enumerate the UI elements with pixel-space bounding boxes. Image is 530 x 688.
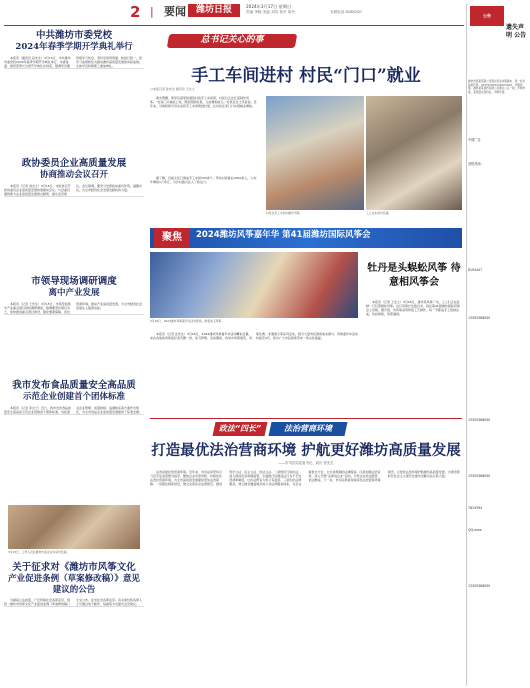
left-article-text: 本报讯（记者 刘女士）3月15日，市政协召开政协委员企业高质量发展协商推动会议。与会委员围绕助力企业高质量发展建言献策，提出意见建议。会议强调，要充分发挥政协委员作用，凝聚共识，为全市经济社会发展贡献政协力量。 bbox=[4, 183, 143, 196]
main-article-text: 春光明媚，寒亭区高里街道某村的手工车间里，村民们正在忙着制作风筝。“在家门口就能上班，既能照顾家里，又能增加收入。”村民张女士笑着说。近年来，当地积极引导企业将手工车间建到村里，让村民在家门口实现就业增收。 bbox=[150, 96, 257, 109]
left-article-text: 本报讯（通讯员 孙先生）3月15日，中共潍坊市委党校2024年春季学期开学典礼举行。市委常委、组织部部长出席开学典礼并讲话，强调学员要珍惜学习机会，坚持学思用贯通、知信行统一，把学习成果转化为推动潍坊高质量发展的实际成效。全体学员和教职工参加典礼。 bbox=[4, 55, 143, 68]
left-article-subhead: 离中产业发展 bbox=[48, 287, 100, 298]
ad-row: QQ:xxxx bbox=[468, 528, 482, 532]
left-photo bbox=[8, 505, 140, 549]
festival-article-text: 本报讯（记者 张先生）3月16日，2024潍坊风筝嘉年华活动精彩启幕，来自各地的风筝爱好者齐聚一堂，放飞梦想。活动期间，将举办风筝展览、风筝比赛、非遗展示等系列活动，吸引大量市民游客前来参与。风筝嘉年华活动持续至4月，将为广大市民游客带来一场文化盛宴。 bbox=[150, 332, 359, 341]
left-article-subhead: 协商推动会议召开 bbox=[39, 169, 108, 180]
kite-article-text: 本报讯（记者 王女士）3月16日，潍坊某风筝厂内，工人们正在赶制一只巨型蜈蚣风筝。这只风筝长达数百米，将在第41届潍坊国际风筝会上亮相。据介绍，该风筝采用传统工艺制作，每一节都由手工绘制完成，色彩鲜艳，造型逼真。 bbox=[366, 300, 460, 317]
left-article-subhead: 产业促进条例（草案修改稿）》意见建议的公告 bbox=[8, 573, 140, 595]
left-article-text: 本报讯（记者 王先生）3月15日，市领导到离中产业重点项目现场调研调度，强调要坚持项目为王，加快推进重点项目建设，强化要素保障，优化营商环境，推动产业高质量发展，为全市经济社会发展注入强劲动能。 bbox=[4, 301, 143, 314]
left-photo-caption: 3月15日，工作人员在潍坊市某企业车间内忙碌。 bbox=[8, 550, 70, 554]
festival-photo-caption: 3月16日，2024潍坊风筝嘉年华活动现场，游客放飞风筝。 bbox=[150, 319, 224, 323]
bottom-banner-left-text: 政法“四长” bbox=[218, 424, 262, 433]
festival-mark: 聚焦 bbox=[154, 228, 190, 248]
main-headline: 手工车间进村 村民“门口”就业 bbox=[191, 66, 421, 86]
ad-logo: 公告 bbox=[470, 6, 504, 26]
left-article-headline: 中共潍坊市委党校 bbox=[35, 30, 112, 41]
issue-weekday: 星期日 bbox=[278, 4, 292, 9]
bottom-headline: 打造最优法治营商环境 护航更好潍坊高质量发展 bbox=[151, 442, 461, 459]
bottom-byline: ——市司法局党委书记、局长 张先生 bbox=[278, 461, 334, 465]
ad-row: 13305368050 bbox=[468, 584, 491, 588]
ad-row: 8194447 bbox=[468, 268, 483, 272]
left-article-headline: 关于征求对《潍坊市风筝文化 bbox=[12, 562, 136, 573]
banner-red-text: 总书记关心的事 bbox=[200, 35, 264, 45]
main-photo-1 bbox=[266, 96, 364, 210]
left-article-text: 为提高立法质量，广泛听取社会各界意见，现将《潍坊市风筝文化产业促进条例（草案修改稿）》全文公布，征求社会各界意见。有关单位和各界人士可通过电子邮件、信函等方式提出意见建议。 bbox=[4, 598, 143, 607]
left-article bbox=[4, 158, 144, 197]
ad-row: 7819394 bbox=[468, 506, 483, 510]
main-photo-2 bbox=[366, 96, 462, 210]
left-article bbox=[4, 276, 144, 315]
left-article-subhead: 示范企业创建首个团体标准 bbox=[22, 391, 125, 402]
left-article-subhead: 2024年春季学期开学典礼举行 bbox=[15, 41, 133, 52]
left-article-text: 本报讯（记者 李女士）近日，我市发布食品质量安全高品质示范企业创建首个团体标准。该标准对企业管理、质量控制、追溯体系等方面作出规范，为全市食品企业高质量发展提供了标准支撑。 bbox=[4, 405, 143, 414]
ad-row: 13305368050 bbox=[468, 474, 491, 478]
edition-line: 责编 李晓 美编 刘英 校对 周丹 bbox=[246, 10, 295, 14]
left-article-headline: 我市发布食品质量安全高品质 bbox=[12, 380, 136, 391]
left-article bbox=[4, 562, 144, 607]
left-article bbox=[4, 30, 144, 69]
ad-row: 中国广告 bbox=[468, 138, 481, 142]
issue-date bbox=[246, 4, 316, 9]
main-photo-2-caption: 工人在车间内忙碌。 bbox=[366, 211, 392, 215]
newspaper-logo: 潍坊日报 bbox=[188, 4, 240, 17]
bottom-banner-right-text: 法治营商环境 bbox=[284, 424, 332, 433]
ad-body: 潍坊市某某有限公司遗失营业执照副本，统一社会信用代码：913707XXXXXXXXXXXX，声明作废。潍坊某某商贸有限公司遗失公章一枚，声明作废。某某遗失身份证，声明作废。 bbox=[468, 80, 526, 94]
bottom-article-text: 法治是最好的营商环境。近年来，市司法局坚持以习近平法治思想为指导，聚焦企业所需所盼，持续优化法治化营商环境，为全市高质量发展提供坚实法治保障。一是强化制度供给，健全完善涉企法规规章，推进科学立法、民主立法、依法立法。二是规范行政执法，深入推进包容审慎监管，全面推行轻微违法行为不予处罚清单制度，让执法既有力度又有温度。三是优化法律服务，建立健全覆盖城乡的公共法律服务体系，为企业提供全方位、全生命周期的法律服务。四是加强法治宣传，深入开展“法律进企业”活动，引导企业依法经营、依法维权。下一步，市司法局将持续深化法治营商环境建设，以更优法治环境护航潍坊高质量发展，为建设新时代社会主义现代化强市贡献司法行政力量。 bbox=[150, 470, 460, 487]
masthead-separator: | bbox=[150, 5, 154, 18]
main-article-text-2: 据了解，目前全区已建成手工车间100余个，带动村民就业3000余人，人均年增收1万余元，为乡村振兴注入了新活力。 bbox=[150, 176, 257, 185]
festival-text: 2024潍坊风筝嘉年华 第41届潍坊国际风筝会 bbox=[196, 230, 371, 240]
issue-date-text: 2024年3月17日 bbox=[246, 4, 278, 9]
left-article-headline: 市领导现场调研调度 bbox=[31, 276, 117, 287]
bottom-rule bbox=[150, 418, 462, 419]
ad-row: 登报热线： bbox=[468, 162, 484, 166]
left-article bbox=[4, 380, 144, 415]
editor-line: 本版电话 8288200 bbox=[330, 10, 362, 14]
left-article-headline: 政协委员企业高质量发展 bbox=[21, 158, 127, 169]
section-name: 要闻 bbox=[164, 5, 186, 18]
ad-row: 13305368050 bbox=[468, 418, 491, 422]
ad-title: 遗失声明 公告 bbox=[506, 24, 527, 39]
festival-photo bbox=[150, 252, 358, 318]
page-number: 2 bbox=[130, 3, 141, 21]
main-byline: □本报记者 孙先生 通讯员 王女士 bbox=[150, 87, 195, 91]
kite-headline: 牡丹是头蜈蚣风筝 待意相风筝会 bbox=[367, 263, 461, 288]
ad-row: 13305368050 bbox=[468, 316, 491, 320]
main-photo-1-caption: 村民在手工车间内制作风筝。 bbox=[266, 211, 303, 215]
